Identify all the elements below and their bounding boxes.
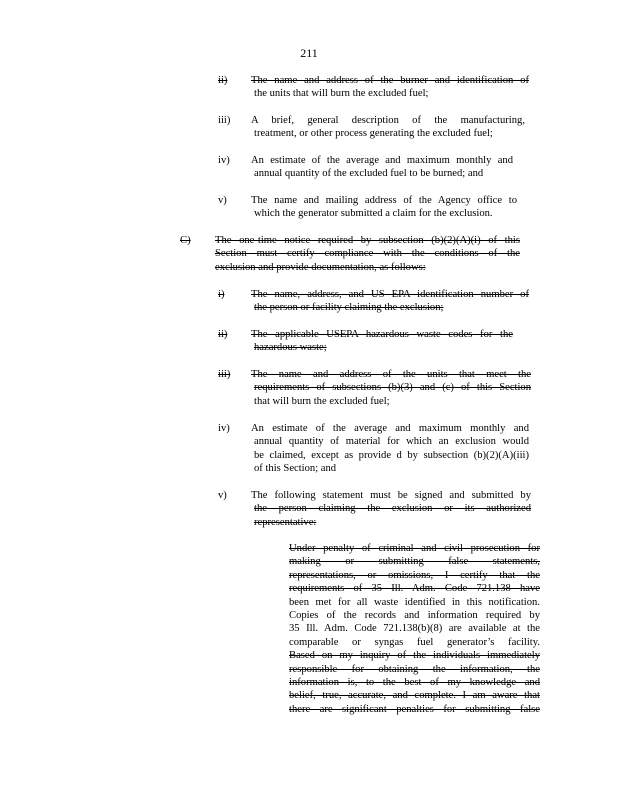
item-label: iv) <box>218 155 230 166</box>
text-line: the person or facility claiming the exclusion; <box>254 302 444 314</box>
text-line: that will burn the excluded fuel; <box>254 395 390 407</box>
statement-line: belief, true, accurate, and complete. I am aware that <box>289 690 540 702</box>
statement-line: there are significant penalties for submitting false <box>289 703 540 715</box>
statement-line: been met for all waste identified in this notification. <box>289 596 540 608</box>
statement-line: requirements of 35 Ill. Adm. Code 721.138 have <box>289 583 540 595</box>
statement-line: Copies of the records and information required by <box>289 609 540 621</box>
text-line: annual quantity of material for which an exclusion would <box>254 436 529 448</box>
statement-line: Under penalty of criminal and civil prosecution for <box>289 543 540 554</box>
item-label: C) <box>180 235 191 246</box>
item-label: v) <box>218 195 227 206</box>
text-line: The name and address of the units that meet the <box>251 369 531 380</box>
statement-line: Based on my inquiry of the individuals immediately <box>289 650 540 662</box>
text-line: The following statement must be signed and submitted by <box>251 490 531 501</box>
text-line: treatment, or other process generating the excluded fuel; <box>254 128 493 140</box>
item-label: i) <box>218 289 225 300</box>
certification-statement <box>289 542 540 716</box>
text-line: The name, address, and US EPA identification number of <box>251 289 529 300</box>
text-line: the units that will burn the excluded fuel; <box>254 88 429 100</box>
text-line: representative: <box>254 516 317 528</box>
page-number: 211 <box>300 46 318 60</box>
text-line: The name and mailing address of the Agency office to <box>251 195 517 206</box>
text-line: the person claiming the exclusion or its authorized <box>254 503 531 515</box>
text-line: exclusion and provide documentation, as follows: <box>215 261 426 273</box>
text-line: Section must certify compliance with the conditions of the <box>215 248 520 260</box>
text-line: annual quantity of the excluded fuel to be burned; and <box>254 168 484 180</box>
text-line: hazardous waste; <box>254 342 327 354</box>
item-label: iii) <box>218 115 231 126</box>
text-line: The one-time notice required by subsection (b)(2)(A)(i) of this <box>215 235 520 246</box>
item-label: ii) <box>218 75 228 86</box>
text-line: be claimed, except as provide d by subsection (b)(2)(A)(iii) <box>254 449 529 461</box>
item-label: ii) <box>218 329 228 340</box>
text-line: which the generator submitted a claim for the exclusion. <box>254 208 493 220</box>
statement-line: information is, to the best of my knowledge and <box>289 676 540 688</box>
item-label: iii) <box>218 369 231 380</box>
statement-line: representations, or omissions, I certify that the <box>289 569 540 581</box>
statement-line: comparable or syngas fuel generator’s facility. <box>289 636 540 648</box>
text-line: requirements of subsections (b)(3) and (c) of this Section <box>254 382 531 394</box>
text-line: A brief, general description of the manufacturing, <box>251 115 525 126</box>
statement-line: 35 Ill. Adm. Code 721.138(b)(8) are available at the <box>289 623 540 635</box>
statement-line: responsible for obtaining the information, the <box>289 663 540 675</box>
text-line: An estimate of the average and maximum monthly and <box>251 423 529 434</box>
item-label: v) <box>218 490 227 501</box>
text-line: The applicable USEPA hazardous waste codes for the <box>251 329 513 340</box>
statement-line: making or submitting false statements, <box>289 556 540 568</box>
text-line: An estimate of the average and maximum monthly and <box>251 155 513 166</box>
text-line: The name and address of the burner and identification of <box>251 75 529 86</box>
text-line: of this Section; and <box>254 463 337 475</box>
item-label: iv) <box>218 423 230 434</box>
